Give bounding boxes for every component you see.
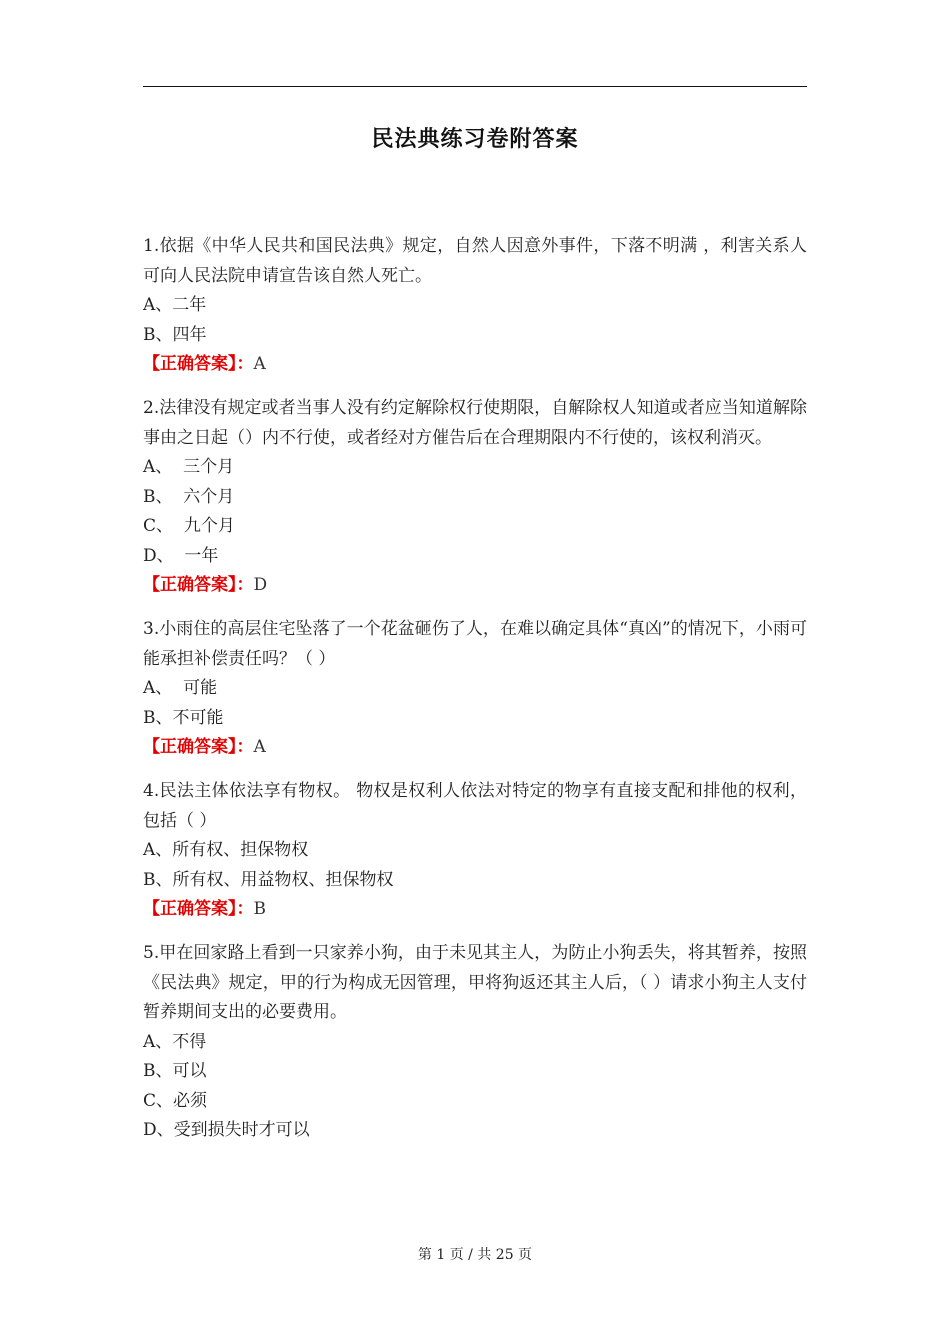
question-stem: 1.依据《中华人民共和国民法典》规定，自然人因意外事件，下落不明满 ，利害关系人可向人民法院申请宣告该自然人死亡。: [143, 236, 807, 286]
option-a: A、 三个月: [143, 457, 235, 477]
option-b: B、可以: [143, 1061, 207, 1081]
option-b: B、四年: [143, 324, 207, 345]
option-c: C、必须: [143, 1090, 208, 1111]
correct-answer: [143, 571, 807, 601]
question-stem: 4.民法主体依法享有物权。 物权是权利人依法对特定的物享有直接支配和排他的权利，包括（ ）: [143, 781, 807, 831]
option-a: A、二年: [143, 295, 207, 315]
option-a: A、所有权、担保物权: [143, 840, 309, 860]
question-stem: 2.法律没有规定或者当事人没有约定解除权行使期限，自解除权人知道或者应当知道解除事由之日起（）内不行使，或者经对方催告后在合理期限内不行使的，该权利消灭。: [143, 398, 807, 448]
option-d: D、 一年: [143, 545, 219, 566]
question-1: [143, 232, 807, 380]
question-stem: 5.甲在回家路上看到一只家养小狗，由于未见其主人，为防止小狗丢失，将其暂养，按照《民法典》规定，甲的行为构成无因管理，甲将狗返还其主人后，（ ）请求小狗主人支付暂养期间支出的必要费用。: [143, 943, 807, 1022]
answer-label: 【正确答案】：: [143, 737, 254, 757]
correct-answer: [143, 733, 807, 763]
page-footer: 第 1 页 / 共 25 页: [417, 1247, 533, 1263]
answer-label: 【正确答案】：: [143, 899, 254, 919]
question-4: [143, 777, 807, 925]
question-2: [143, 394, 807, 601]
answer-value: B: [253, 899, 266, 919]
answer-label: 【正确答案】：: [143, 575, 254, 595]
correct-answer: [143, 895, 807, 925]
question-stem: 3.小雨住的高层住宅坠落了一个花盆砸伤了人，在难以确定具体“真凶”的情况下，小雨可能承担补偿责任吗？（ ）: [143, 619, 807, 669]
option-b: B、所有权、用益物权、担保物权: [143, 869, 394, 890]
option-a: A、不得: [143, 1031, 207, 1052]
page-title: 民法典练习卷附答案: [371, 127, 579, 152]
answer-value: D: [253, 575, 268, 595]
question-3: [143, 615, 807, 763]
option-a: A、 可能: [143, 678, 218, 698]
answer-value: A: [253, 354, 266, 374]
answer-label: 【正确答案】：: [143, 354, 254, 374]
option-d: D、受到损失时才可以: [143, 1120, 310, 1140]
question-5: [143, 939, 807, 1146]
answer-value: A: [253, 737, 266, 757]
header-rule: [143, 86, 807, 87]
question-list: [143, 232, 807, 1160]
option-b: B、 六个月: [143, 486, 235, 507]
option-b: B、不可能: [143, 707, 224, 728]
option-c: C、 九个月: [143, 516, 235, 536]
correct-answer: [143, 350, 807, 380]
